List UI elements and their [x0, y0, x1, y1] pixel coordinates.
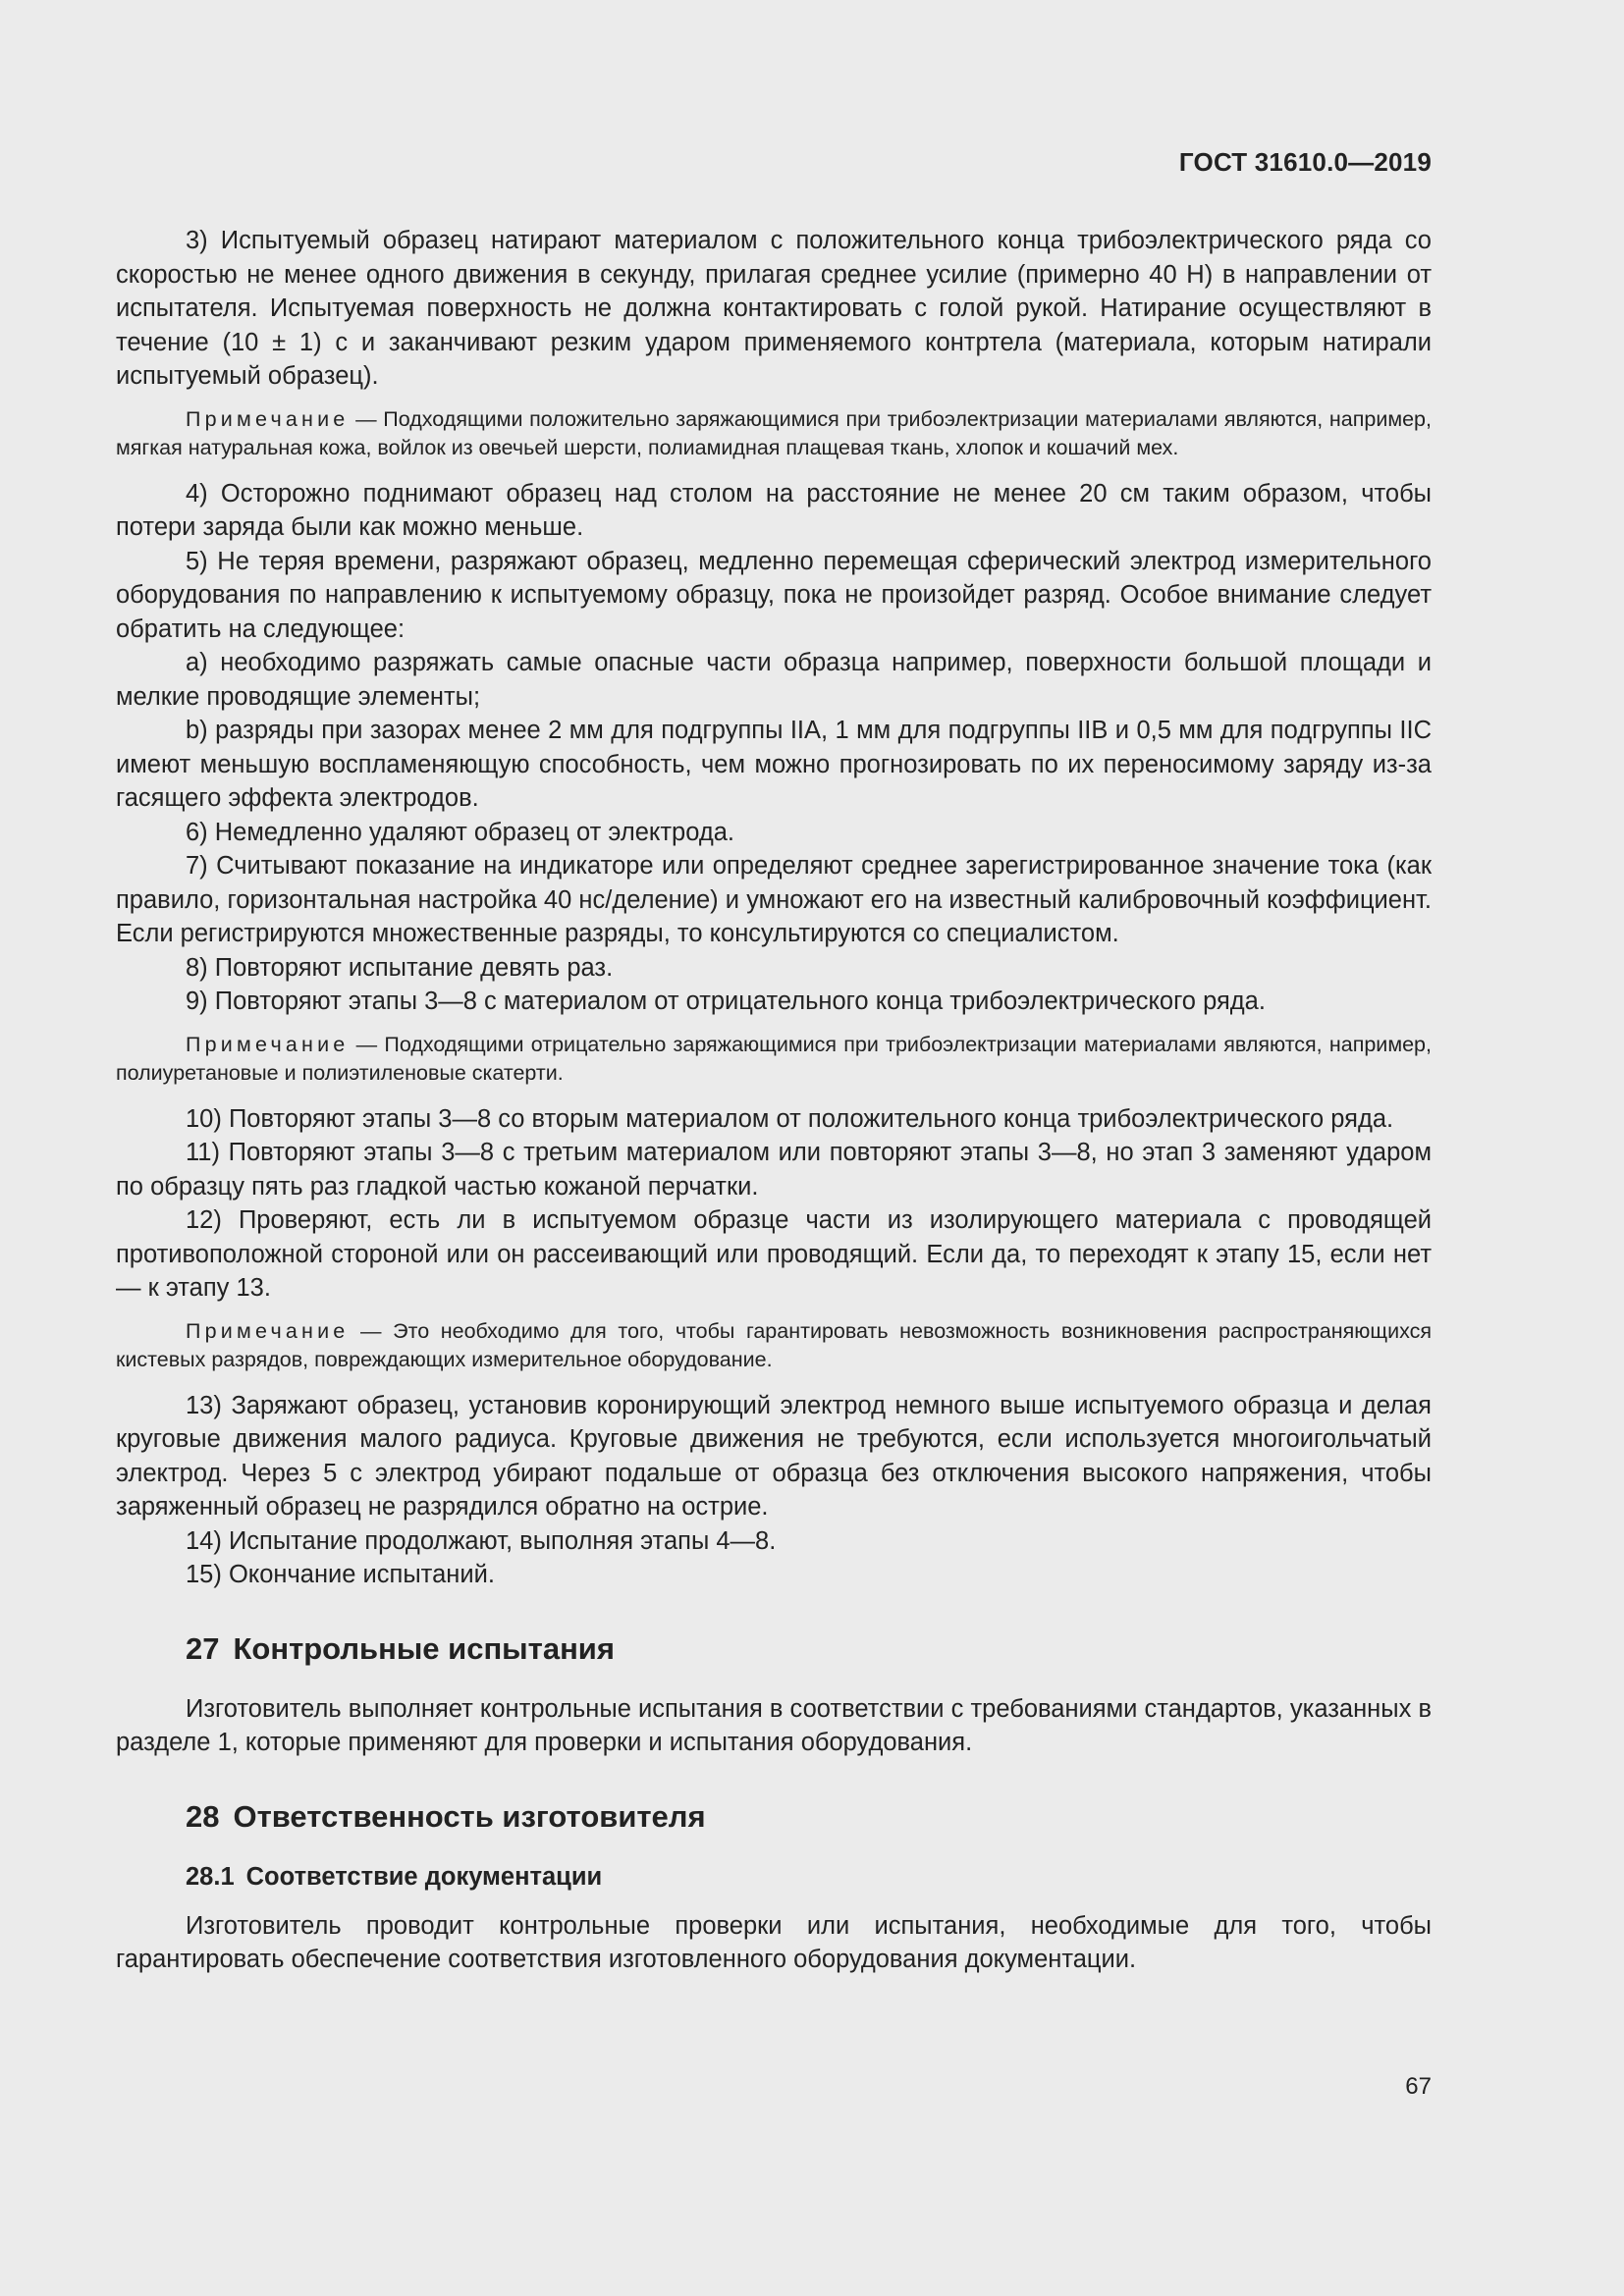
step-11: 11) Повторяют этапы 3—8 с третьим материалом или повторяют этапы 3—8, но этап 3 заменяют ударом по образцу пять раз гладкой частью кожаной перчатки.	[116, 1139, 1432, 1201]
step-13: 13) Заряжают образец, установив коронирующий электрод немного выше испытуемого образца и делая круговые движения малого радиуса. Круговые движения не требуются, если используется многоигольчатый электрод. Через 5 с электрод убирают подальше от образца без отключения высокого напряжения, чтобы заряженный образец не разрядился обратно на острие.	[116, 1391, 1432, 1521]
note-text: — Это необходимо для того, чтобы гарантировать невозможность возникновения распространяющихся кистевых разрядов, повреждающих измерительное оборудование.	[116, 1318, 1432, 1371]
note-label: Примечание	[186, 1032, 350, 1056]
step-3: 3) Испытуемый образец натирают материалом с положительного конца трибоэлектрического ряда со скоростью не менее одного движения в секунду, прилагая среднее усилие (примерно 40 Н) в направлении от испытателя. Испытуемая поверхность не должна контактировать с голой рукой. Натирание осуществляют в течение (10 ± 1) с и заканчивают резким ударом применяемого контртела (материала, которым натирали испытуемый образец).	[116, 227, 1432, 390]
section-title: Ответственность изготовителя	[233, 1798, 706, 1834]
step-10: 10) Повторяют этапы 3—8 со вторым материалом от положительного конца трибоэлектрического ряда.	[186, 1104, 1394, 1133]
section-number: 27	[186, 1630, 220, 1666]
step-12: 12) Проверяют, есть ли в испытуемом образце части из изолирующего материала с проводящей противоположной стороной или он рассеивающий или проводящий. Если да, то переходят к этапу 15, если нет — к этапу 13.	[116, 1206, 1432, 1302]
step-4: 4) Осторожно поднимают образец над столом на расстояние не менее 20 см таким образом, чтобы потери заряда были как можно меньше.	[116, 479, 1432, 541]
note-positive-materials	[116, 405, 1432, 463]
subsection-28-1-text: Изготовитель проводит контрольные проверки или испытания, необходимые для того, чтобы гарантировать обеспечение соответствия изготовленного оборудования документации.	[116, 1911, 1432, 1973]
subsection-28-1-heading	[186, 1860, 1432, 1894]
note-brush-discharges	[116, 1317, 1432, 1375]
note-text: — Подходящими отрицательно заряжающимися при трибоэлектризации материалами являются, например, полиуретановые и полиэтиленовые скатерти.	[116, 1032, 1432, 1085]
step-6: 6) Немедленно удаляют образец от электрода.	[186, 818, 734, 846]
section-27-text: Изготовитель выполняет контрольные испытания в соответствии с требованиями стандартов, указанных в разделе 1, которые применяют для проверки и испытания оборудования.	[116, 1694, 1432, 1756]
step-5-b: b) разряды при зазорах менее 2 мм для подгруппы IIA, 1 мм для подгруппы IIB и 0,5 мм для подгруппы IIC имеют меньшую воспламеняющую способность, чем можно прогнозировать по их переносимому заряду из-за гасящего эффекта электродов.	[116, 717, 1432, 812]
step-14: 14) Испытание продолжают, выполняя этапы 4—8.	[186, 1526, 777, 1555]
note-text: — Подходящими положительно заряжающимися при трибоэлектризации материалами являются, например, мягкая натуральная кожа, войлок из овечьей шерсти, полиамидная плащевая ткань, хлопок и кошачий мех.	[116, 406, 1432, 459]
note-label: Примечание	[186, 1318, 350, 1343]
step-15: 15) Окончание испытаний.	[186, 1561, 495, 1588]
section-number: 28	[186, 1798, 220, 1834]
step-7: 7) Считывают показание на индикаторе или определяют среднее зарегистрированное значение тока (как правило, горизонтальная настройка 40 нс/деление) и умножают его на известный калибровочный коэффициент. Если регистрируются множественные разряды, то консультируются со специалистом.	[116, 852, 1432, 947]
document-body	[116, 224, 1432, 1977]
section-27-heading	[186, 1629, 1432, 1669]
step-8: 8) Повторяют испытание девять раз.	[186, 953, 614, 982]
page-number: 67	[1405, 2073, 1432, 2100]
note-label: Примечание	[186, 406, 350, 431]
step-5: 5) Не теряя времени, разряжают образец, медленно перемещая сферический электрод измерительного оборудования по направлению к испытуемому образцу, пока не произойдет разряд. Особое внимание следует обратить на следующее:	[116, 547, 1432, 643]
section-title: Контрольные испытания	[233, 1630, 615, 1666]
step-9: 9) Повторяют этапы 3—8 с материалом от отрицательного конца трибоэлектрического ряда.	[186, 988, 1266, 1015]
document-header: ГОСТ 31610.0—2019	[1178, 147, 1432, 177]
subsection-title: Соответствие документации	[245, 1862, 603, 1891]
section-28-heading	[186, 1797, 1432, 1837]
subsection-number: 28.1	[186, 1862, 235, 1891]
document-page	[116, 0, 1432, 2296]
step-5-a: a) необходимо разряжать самые опасные части образца например, поверхности большой площади и мелкие проводящие элементы;	[116, 649, 1432, 711]
note-negative-materials	[116, 1031, 1432, 1089]
